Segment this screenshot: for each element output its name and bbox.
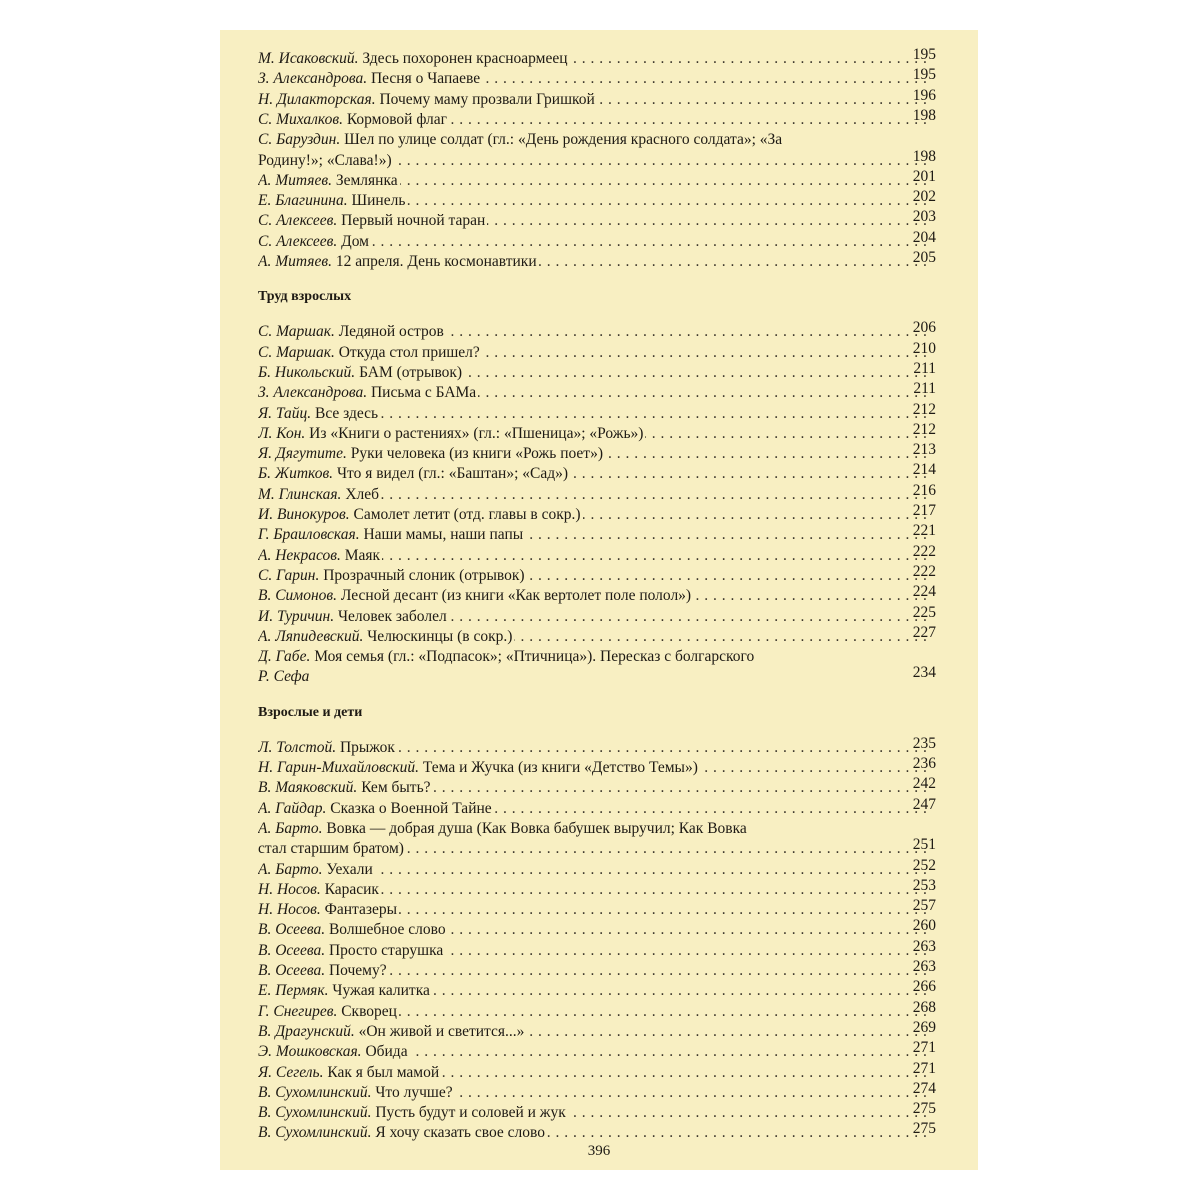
entry-page-number: 204 [912,228,936,246]
toc-entry [258,342,932,363]
entry-title: Шел по улице солдат (гл.: «День рождения красного солдата»; «За [340,131,783,149]
entry-page-number: 271 [912,1059,936,1077]
entry-title: Песня о Чапаеве [367,70,481,88]
toc-entry-text [258,1124,547,1141]
toc-entry [258,1021,932,1042]
entry-author: С. Гарин. [258,566,320,584]
entry-author: А. Гайдар. [258,799,327,817]
toc-entry-text [258,608,449,625]
toc-entry-continuation [258,666,932,687]
toc-entry [258,1001,932,1022]
entry-author: В. Сухомлинский. [258,1104,372,1122]
toc-entry-text [258,921,448,938]
entry-author: И. Винокуров. [258,506,350,523]
toc-entry-text [258,91,597,108]
entry-title: Руки человека (из книги «Рожь поет») [346,445,603,463]
entry-title: «Он живой и светится...» [354,1022,525,1040]
entry-page-number: 214 [912,461,936,479]
entry-author: В. Осеева. [258,941,326,959]
toc-entry-text [258,628,514,645]
entry-page-number: 201 [912,167,936,185]
toc-entry [258,89,932,110]
toc-entry [258,231,932,252]
toc-entry [258,524,932,545]
entry-page-number: 222 [912,562,936,580]
toc-entry [258,1082,932,1103]
entry-author: С. Алексеев. [258,232,338,250]
entry-title: Пусть будут и соловей и жук [371,1104,566,1122]
toc-entry [258,423,932,444]
toc-entry [258,646,932,667]
toc-entry-text [258,587,693,604]
entry-title: Шинель [347,192,406,210]
entry-author: Б. Никольский. [258,363,356,381]
entry-title: Просто старушка [325,941,444,959]
toc-entry [258,940,932,961]
entry-title: Маяк [340,546,381,564]
toc-entry [258,170,932,191]
section-heading: Труд взрослых [258,289,352,305]
entry-title: Что я видел (гл.: «Баштан»; «Сад») [333,465,569,483]
entry-title: Здесь похоронен красноармеец [358,50,568,67]
continuation-text: стал старшим братом) [258,840,404,858]
toc-entry [258,737,932,758]
entry-title: Лесной десант (из книги «Как вертолет поле полол») [337,587,692,605]
toc-entry [258,190,932,211]
toc-entry-text [258,1003,399,1020]
entry-title: Самолет летит (отд. главы в сокр.) [349,506,581,523]
entry-title: 12 апреля. День космонавтики [331,253,537,270]
entry-title: Чужая калитка [328,982,430,1000]
entry-page-number: 251 [912,836,936,854]
toc-entry-text [258,445,605,462]
toc-entry-text [258,111,449,128]
entry-author: В. Осеева. [258,962,326,979]
toc-entry [258,463,932,484]
toc-entry [258,798,932,819]
toc-entry [258,403,932,424]
toc-entry-text [258,1043,410,1060]
entry-author: А. Барто. [258,819,323,837]
entry-title: Карасик [320,880,379,898]
entry-title: БАМ (отрывок) [355,363,463,381]
toc-entry-text [258,779,433,796]
toc-entry-text [258,881,381,898]
entry-author: В. Осеева. [258,921,326,939]
continuation-text: Р. Сефа [258,668,310,686]
entry-author: Э. Мошковская. [258,1043,362,1061]
entry-page-number: 263 [912,958,936,975]
toc-entry-text [258,253,539,270]
toc-entry-text [258,861,375,878]
entry-author: С. Михалков. [258,110,343,128]
entry-page-number: 217 [912,502,936,519]
entry-page-number: 202 [912,188,936,206]
entry-title: Наши мамы, наши папы [359,526,524,544]
entry-page-number: 216 [912,481,936,499]
entry-page-number: 195 [912,46,936,63]
toc-entry-text [258,1023,526,1040]
toc-entry [258,919,932,940]
entry-page-number: 274 [912,1079,936,1097]
entry-author: Н. Носов. [258,880,321,898]
toc-entry-text [258,648,756,665]
entry-page-number: 205 [912,249,936,266]
toc-entry [258,757,932,778]
toc-entry [258,565,932,586]
entry-title: Тема и Жучка (из книги «Детство Темы») [419,759,698,776]
entry-author: С. Маршак. [258,343,335,361]
entry-title: Как я был мамой [323,1063,440,1081]
entry-author: Н. Дилакторская. [258,90,376,108]
entry-author: А. Митяев. [258,253,332,270]
toc-entry-text [258,962,389,979]
entry-title: Вовка — добрая душа (Как Вовка бабушек выручил; Как Вовка [322,819,747,837]
toc-entry [258,48,932,69]
entry-page-number: 266 [912,978,936,996]
toc-entry [258,899,932,920]
entry-title: Хлеб [341,485,380,503]
toc-entry [258,362,932,383]
entry-author: Я. Сегель. [258,1063,324,1081]
toc-entry-text [258,486,381,503]
entry-author: З. Александрова. [258,384,368,402]
continuation-text: Родину!»; «Слава!») [258,151,392,169]
entry-page-number: 252 [912,856,936,874]
toc-entry-text [258,1104,568,1121]
entry-page-number: 225 [912,603,936,621]
entry-author: С. Алексеев. [258,212,338,230]
entry-title: Кем быть? [357,779,431,797]
toc-entry [258,251,932,272]
entry-title: Уехали [322,860,373,878]
entry-page-number: 211 [913,359,936,377]
entry-author: Г. Браиловская. [258,526,360,544]
book-page [220,30,978,1170]
toc-entry-text [258,405,380,422]
entry-author: Д. Габе. [258,648,311,666]
entry-author: М. Глинская. [258,485,342,503]
toc-entry-text [258,465,570,482]
toc-entry-text [258,982,432,999]
entry-page-number: 198 [912,147,936,165]
entry-title: Землянка [331,171,398,189]
entry-title: Ледяной остров [334,323,444,341]
entry-page-number: 271 [912,1039,936,1057]
entry-author: В. Сухомлинский. [258,1124,372,1142]
entry-author: А. Некрасов. [258,546,341,564]
section-heading: Взрослые и дети [258,704,363,720]
entry-author: М. Исаковский. [258,50,359,67]
entry-title: Прыжок [336,738,395,756]
entry-page-number: 275 [912,1100,936,1118]
toc-entry [258,129,932,150]
entry-title: Откуда стол пришел? [334,343,480,361]
entry-title: Первый ночной таран [337,212,486,230]
toc-entry-text [258,759,700,776]
toc-entry [258,382,932,403]
entry-page-number: 269 [912,1018,936,1036]
entry-author: Я. Тайц. [258,404,312,422]
entry-author: В. Маяковский. [258,779,358,797]
toc-entry-text [258,384,478,401]
entry-page-number: 222 [912,542,936,560]
entry-author: А. Барто. [258,860,323,878]
toc-entry [258,777,932,798]
entry-page-number: 203 [912,208,936,226]
toc-entry-text [258,800,494,817]
entry-title: Почему? [325,962,387,979]
entry-page-number: 234 [912,664,936,682]
entry-author: Г. Снегирев. [258,1002,338,1020]
entry-title: Прозрачный слоник (отрывок) [319,566,525,584]
toc-entry-text [258,323,446,340]
toc-entry-continuation [258,838,932,859]
toc-entry-text [258,70,482,87]
entry-author: Л. Кон. [258,424,306,442]
entry-title: Что лучше? [371,1083,453,1101]
entry-page-number: 236 [912,755,936,772]
entry-page-number: 195 [912,66,936,84]
toc-entry-text [258,739,397,756]
entry-author: Л. Толстой. [258,738,337,756]
toc-entry-text [258,131,784,148]
entry-author: Б. Житков. [258,465,334,483]
toc-entry-text [258,526,525,543]
entry-page-number: 263 [912,937,936,955]
entry-author: В. Драгунский. [258,1022,355,1040]
toc-entry-text [258,506,583,523]
entry-page-number: 210 [912,339,936,357]
toc-entry-text [258,1084,455,1101]
entry-page-number: 257 [912,897,936,915]
entry-page-number: 206 [912,319,936,337]
entry-page-number: 247 [912,795,936,813]
toc-entry [258,980,932,1001]
toc-entry-continuation [258,150,932,171]
toc-entry [258,443,932,464]
entry-title: Волшебное слово [325,921,446,939]
entry-title: Моя семья (гл.: «Подпасок»; «Птичница»). Пересказ с болгарского [310,648,755,666]
toc-entry [258,1122,932,1143]
toc-entry [258,626,932,647]
entry-page-number: 253 [912,876,936,894]
toc-entry [258,545,932,566]
toc-entry-text [258,50,570,67]
toc-entry [258,504,932,525]
toc-entry [258,859,932,880]
toc-entry-text [258,567,527,584]
toc-entry-text [258,425,645,442]
toc-entry [258,321,932,342]
entry-author: Е. Благинина. [258,192,348,210]
entry-title: Челюскинцы (в сокр.) [363,627,513,645]
toc-entry [258,109,932,130]
entry-page-number: 268 [912,998,936,1016]
toc-entry [258,1062,932,1083]
entry-page-number: 211 [913,380,936,398]
entry-page-number: 212 [912,400,936,418]
entry-title: Человек заболел [334,607,447,625]
entry-author: И. Туричин. [258,607,335,625]
entry-page-number: 275 [912,1120,936,1138]
entry-title: Все здесь [311,404,379,422]
entry-page-number: 212 [912,420,936,438]
toc-entry-text [258,344,482,361]
toc-entry-text [258,942,445,959]
entry-author: В. Сухомлинский. [258,1083,372,1101]
entry-page-number: 242 [912,775,936,793]
toc-entry-text [258,233,371,250]
entry-page-number: 213 [912,441,936,459]
toc-entry-text [258,212,487,229]
entry-title: Из «Книги о растениях» (гл.: «Пшеница»; «Рожь») [305,424,644,442]
toc-entry [258,818,932,839]
toc-entry [258,210,932,231]
toc-entry-text [258,1064,441,1081]
toc-entry [258,585,932,606]
entry-title: Кормовой флаг [342,110,447,128]
entry-author: В. Симонов. [258,587,337,605]
entry-title: Сказка о Военной Тайне [326,799,492,817]
entry-title: Обида [361,1043,408,1061]
toc-entry-text [258,192,407,209]
entry-page-number: 221 [912,522,936,540]
entry-page-number: 227 [912,623,936,641]
toc-entry [258,1102,932,1123]
entry-title: Скворец [337,1002,397,1020]
toc-entry [258,1041,932,1062]
toc-entry-text [258,901,399,918]
toc-entry-text [258,547,382,564]
entry-author: Н. Гарин-Михайловский. [258,759,420,776]
entry-author: З. Александрова. [258,70,368,88]
entry-author: А. Ляпидевский. [258,627,364,645]
entry-title: Я хочу сказать свое слово [371,1124,545,1142]
entry-author: С. Маршак. [258,323,335,341]
toc-entry [258,484,932,505]
entry-author: Е. Пермяк. [258,982,329,1000]
toc-entry [258,606,932,627]
entry-author: Н. Носов. [258,901,321,919]
entry-title: Почему маму прозвали Гришкой [375,90,595,108]
entry-page-number: 196 [912,86,936,104]
entry-title: Фантазеры [320,901,398,919]
toc-entry [258,879,932,900]
toc-entry-text [258,820,749,837]
entry-author: А. Митяев. [258,171,332,189]
entry-title: Письма с БАМа [367,384,477,402]
page-number: 396 [587,1143,611,1159]
entry-title: Дом [337,232,369,250]
toc-entry-text [258,172,400,189]
toc-entry [258,68,932,89]
entry-page-number: 235 [912,734,936,752]
entry-page-number: 224 [912,583,936,601]
toc-entry [258,960,932,981]
toc-entry-text [258,364,464,381]
entry-page-number: 198 [912,106,936,124]
entry-author: С. Баруздин. [258,131,341,149]
entry-page-number: 260 [912,917,936,935]
entry-author: Я. Дягутите. [258,445,347,463]
